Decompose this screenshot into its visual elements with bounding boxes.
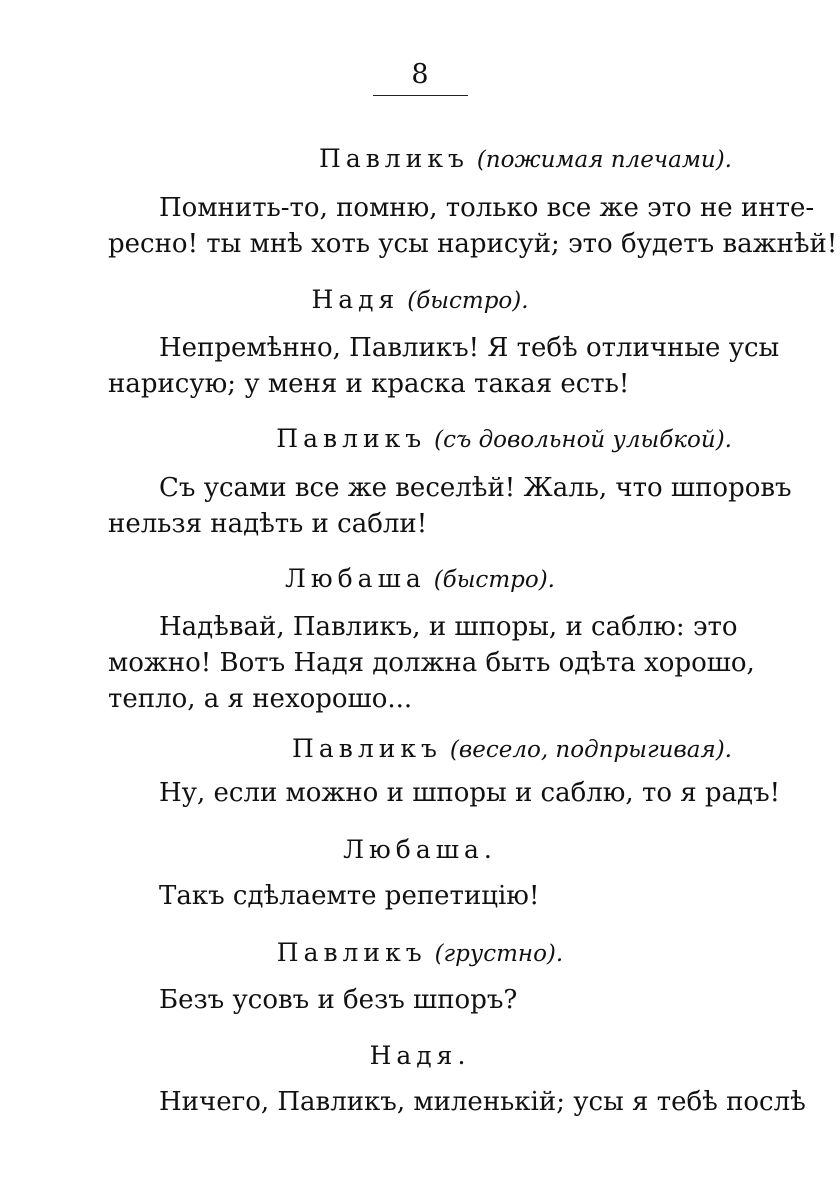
speaker-heading bbox=[292, 733, 732, 766]
speech-line: нарисую; у меня и краска такая есть! bbox=[108, 369, 630, 399]
stage-direction: (съ довольной улыбкой). bbox=[434, 427, 732, 453]
speaker-name: Надя bbox=[311, 285, 400, 314]
speaker-name: Павликъ bbox=[319, 144, 469, 173]
speech-line: Ничего, Павликъ, миленькій; усы я тебѣ послѣ bbox=[159, 1087, 806, 1117]
speaker-name: Надя. bbox=[369, 1041, 471, 1070]
speech-paragraph bbox=[108, 878, 732, 914]
speech-line: Ну, если можно и шпоры и саблю, то я радъ! bbox=[159, 778, 781, 808]
stage-direction: (быстро). bbox=[433, 567, 555, 593]
stage-direction: (пожимая плечами). bbox=[476, 147, 732, 173]
speech-line: можно! Вотъ Надя должна быть одѣта хорошо, bbox=[108, 648, 755, 678]
speech-paragraph bbox=[108, 775, 781, 811]
speech-paragraph bbox=[108, 609, 755, 717]
speaker-heading bbox=[0, 1040, 840, 1072]
stage-direction: (весело, подпрыгивая). bbox=[449, 737, 732, 763]
speaker-heading bbox=[0, 834, 840, 866]
speech-paragraph bbox=[108, 470, 792, 542]
speaker-heading bbox=[0, 284, 840, 317]
speech-line: Съ усами все же веселѣй! Жаль, что шпоровъ bbox=[159, 473, 792, 503]
speech-line: тепло, а я нехорошо... bbox=[108, 684, 413, 714]
speech-paragraph bbox=[108, 330, 780, 402]
speech-line: Безъ усовъ и безъ шпоръ? bbox=[159, 985, 518, 1015]
speaker-name: Любаша. bbox=[343, 835, 497, 864]
speaker-heading bbox=[0, 563, 840, 596]
speech-paragraph bbox=[108, 1084, 806, 1120]
speaker-heading bbox=[319, 143, 732, 176]
stage-direction: (грустно). bbox=[434, 941, 564, 967]
speaker-name: Павликъ bbox=[292, 734, 442, 763]
speaker-name: Павликъ bbox=[276, 424, 427, 453]
speech-line: ресно! ты мнѣ хоть усы нарисуй; это будетъ важнѣй! bbox=[108, 229, 838, 259]
speech-paragraph bbox=[108, 190, 838, 262]
speaker-heading bbox=[0, 937, 840, 970]
speaker-name: Любаша bbox=[285, 564, 426, 593]
stage-direction: (быстро). bbox=[407, 288, 529, 314]
speech-line: Помнить-то, помню, только все же это не инте- bbox=[159, 193, 815, 223]
speech-line: Непремѣнно, Павликъ! Я тебѣ отличные усы bbox=[159, 333, 780, 363]
speaker-heading bbox=[276, 423, 732, 456]
page-number: 8 bbox=[411, 59, 429, 90]
speech-line: Такъ сдѣлаемте репетицію! bbox=[159, 881, 540, 911]
speaker-name: Павликъ bbox=[276, 938, 427, 967]
speech-paragraph bbox=[108, 982, 732, 1018]
page-number-rule bbox=[373, 95, 468, 96]
speech-line: Надѣвай, Павликъ, и шпоры, и саблю: это bbox=[159, 612, 738, 642]
speech-line: нельзя надѣть и сабли! bbox=[108, 509, 428, 539]
